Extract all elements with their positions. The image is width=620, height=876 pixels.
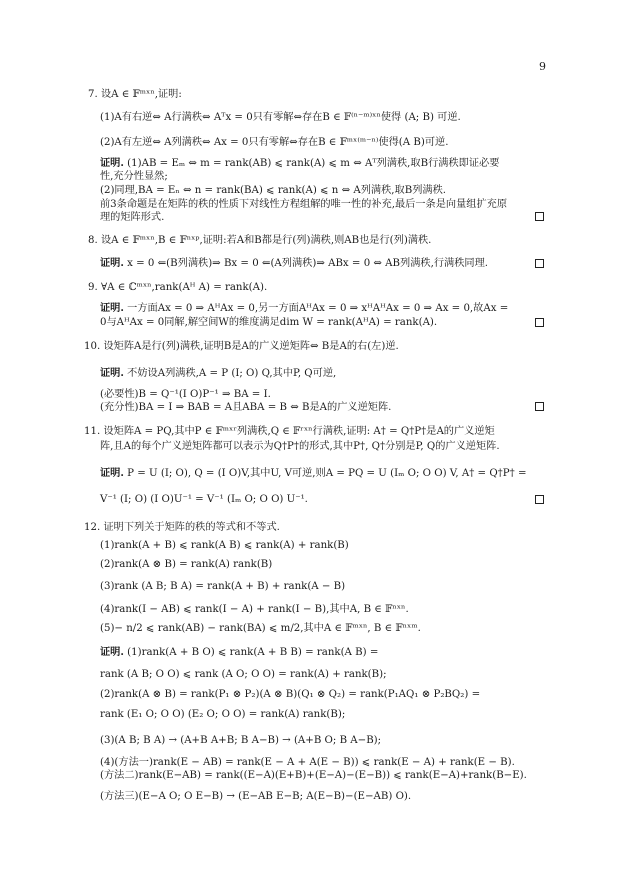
problem-7-part-1: (1)A有右逆⇔ A行满秩⇔ Aᵀx = 0只有零解⇔存在B ∈ 𝔽⁽ⁿ⁻ᵐ⁾ˣⁿ使得 (A; B) 可逆.	[100, 112, 461, 123]
problem-12-statement: 12. 证明下列关于矩阵的秩的等式和不等式.	[84, 522, 280, 533]
proof-text: x = 0 ⇐(B列满秩)⇒ Bx = 0 ⇐(A列满秩)⇒ ABx = 0 ⇔ AB列满秩,行满秩同理.	[123, 258, 489, 269]
proof-text: (2)rank(A ⊗ B) = rank(P₁ ⊗ P₂)(A ⊗ B)(Q₁ ⊗ Q₂) = rank(P₁AQ₁ ⊗ P₂BQ₂) =	[100, 689, 481, 700]
problem-8-proof-line	[100, 257, 488, 270]
problem-12-part-5: (5)− n/2 ⩽ rank(AB) − rank(BA) ⩽ m/2,其中A ∈ 𝔽ᵐˣⁿ, B ∈ 𝔽ⁿˣᵐ.	[100, 623, 421, 634]
problem-11-statement-cont: 阵,且A的每个广义逆矩阵都可以表示为Q†P†的形式,其中P†, Q†分别是P, Q的广义逆矩阵.	[100, 441, 500, 452]
problem-9-statement: 9. ∀A ∈ ℂᵐˣⁿ,rank(Aᴴ A) = rank(A).	[88, 282, 268, 293]
proof-text: 0与AᴴAx = 0同解,解空间W的维度满足dim W = rank(AᴴA) = rank(A).	[100, 317, 438, 328]
problem-11-proof-line	[100, 467, 526, 480]
proof-text: 性,充分性显然;	[100, 171, 168, 182]
proof-text: (方法三)(E−A O; O E−B) → (E−AB E−B; A(E−B)−(E−AB) O).	[100, 791, 412, 802]
proof-text: (1)rank(A + B O) ⩽ rank(A + B B) = rank(A B) =	[123, 647, 379, 658]
problem-7-part-2: (2)A有左逆⇔ A列满秩⇔ Ax = 0只有零解⇔存在B ∈ 𝔽ᵐˣ⁽ᵐ⁻ⁿ⁾使得(A B)可逆.	[100, 137, 449, 148]
proof-label: 证明.	[100, 302, 124, 314]
proof-label: 证明.	[100, 467, 124, 479]
proof-text: P = U (I; O), Q = (I O)V,其中U, V可逆,则A = PQ = U (Iₘ O; O O) V, A† = Q†P† =	[123, 468, 527, 479]
proof-text: (充分性)BA = I ⇒ BAB = A且ABA = B ⇔ B是A的广义逆矩阵.	[100, 402, 392, 413]
proof-label: 证明.	[100, 157, 124, 169]
problem-8-statement: 8. 设A ∈ 𝔽ᵐˣⁿ,B ∈ 𝔽ⁿˣᵖ,证明:若A和B都是行(列)满秩,则AB也是行(列)满秩.	[88, 235, 432, 246]
problem-10-statement: 10. 设矩阵A是行(列)满秩,证明B是A的广义逆矩阵⇔ B是A的右(左)逆.	[84, 341, 399, 352]
problem-12-part-2: (2)rank(A ⊗ B) = rank(A) rank(B)	[100, 559, 273, 570]
page-number: 9	[539, 60, 546, 73]
proof-text: 不妨设A列满秩,A = P (I; O) Q,其中P, Q可逆,	[123, 368, 337, 379]
proof-text: (2)同理,BA = Eₙ ⇔ n = rank(BA) ⩽ rank(A) ⩽ n ⇔ A列满秩,取B列满秩.	[100, 185, 447, 196]
problem-7-statement: 7. 设A ∈ 𝔽ᵐˣⁿ,证明:	[88, 89, 182, 100]
proof-text: (3)(A B; B A) → (A+B A+B; B A−B) → (A+B O; B A−B);	[100, 735, 382, 746]
problem-12-part-4: (4)rank(I − AB) ⩽ rank(I − A) + rank(I − B),其中A, B ∈ 𝔽ⁿˣⁿ.	[100, 604, 409, 615]
problem-12-part-1: (1)rank(A + B) ⩽ rank(A B) ⩽ rank(A) + rank(B)	[100, 540, 349, 551]
qed-icon	[535, 402, 544, 411]
proof-text: 理的矩阵形式.	[100, 212, 165, 223]
proof-text: 一方面Ax = 0 ⇒ AᴴAx = 0,另一方面AᴴAx = 0 ⇒ xᴴAᴴAx = 0 ⇒ Ax = 0,故Ax =	[123, 303, 509, 314]
proof-text: (方法二)rank(E−AB) = rank((E−A)(E+B)+(E−A)−(E−B)) ⩽ rank(E−A)+rank(B−E).	[100, 770, 527, 781]
proof-label: 证明.	[100, 257, 124, 269]
proof-text: rank (E₁ O; O O) (E₂ O; O O) = rank(A) rank(B);	[100, 709, 346, 720]
qed-icon	[535, 212, 544, 221]
problem-10-proof-line	[100, 367, 336, 380]
proof-text: 前3条命题是在矩阵的秩的性质下对线性方程组解的唯一性的补充,最后一条是向量组扩充原	[100, 199, 508, 210]
problem-12-part-3: (3)rank (A B; B A) = rank(A + B) + rank(A − B)	[100, 581, 346, 592]
problem-9-proof-line	[100, 302, 508, 315]
problem-7-proof-line	[100, 157, 499, 170]
proof-text: (4)(方法一)rank(E − AB) = rank(E − A + A(E − B)) ⩽ rank(E − A) + rank(E − B).	[100, 757, 515, 768]
proof-text: (1)AB = Eₘ ⇔ m = rank(AB) ⩽ rank(A) ⩽ m ⇔ Aᵀ列满秩,取B行满秩即证必要	[123, 158, 500, 169]
qed-icon	[535, 318, 544, 327]
qed-icon	[535, 259, 544, 268]
proof-label: 证明.	[100, 646, 124, 658]
proof-label: 证明.	[100, 367, 124, 379]
proof-text: (必要性)B = Q⁻¹(I O)P⁻¹ ⇒ BA = I.	[100, 389, 271, 400]
proof-text: rank (A B; O O) ⩽ rank (A O; O O) = rank(A) + rank(B);	[100, 669, 387, 680]
problem-12-proof-line	[100, 646, 378, 659]
problem-11-statement: 11. 设矩阵A = PQ,其中P ∈ 𝔽ᵐˣʳ列满秩,Q ∈ 𝔽ʳˣⁿ行满秩,证明: A† = Q†P†是A的广义逆矩	[84, 426, 495, 437]
proof-text: V⁻¹ (I; O) (I O)U⁻¹ = V⁻¹ (Iₘ O; O O) U⁻¹.	[100, 494, 308, 505]
qed-icon	[535, 495, 544, 504]
